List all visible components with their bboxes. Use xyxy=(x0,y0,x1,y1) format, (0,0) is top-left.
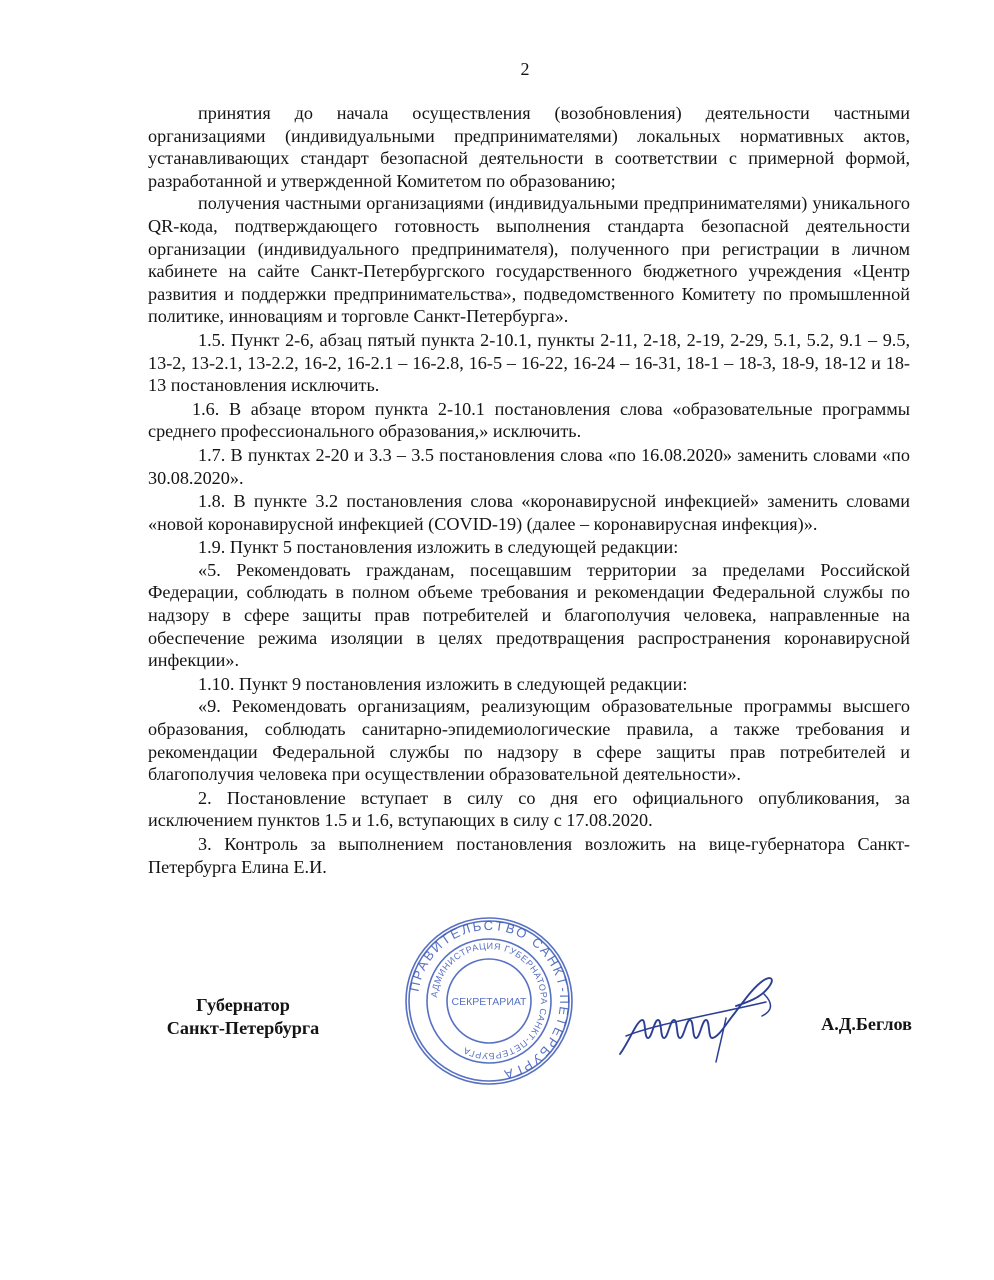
page-number: 2 xyxy=(520,59,530,79)
handwritten-signature xyxy=(616,958,786,1074)
seal-inner-text: АДМИНИСТРАЦИЯ ГУБЕРНАТОРА САНКТ-ПЕТЕРБУРГА xyxy=(429,940,550,1062)
paragraph-1-10: 1.10. Пункт 9 постановления изложить в следующей редакции: xyxy=(198,673,688,694)
signatory-title xyxy=(148,994,338,1039)
seal-center-text: СЕКРЕТАРИАТ xyxy=(451,996,527,1008)
paragraph-1-5: 1.5. Пункт 2-6, абзац пятый пункта 2-10.1, пункты 2-11, 2-18, 2-19, 2-29, 5.1, 5.2, 9.1 – 9.5, 13-2, 13-2.1, 13-2.2, 16-2, 16-2.1 – 16-2.8, 16-5 – 16-22, 16-24 – 16-31, 18-1 – 18-3, 18-9, 18-12 и 18-13 постановления исключить. xyxy=(148,329,910,396)
paragraph-item-9: «9. Рекомендовать организациям, реализующим образовательные программы высшего образования, соблюдать санитарно-эпидемиологические правила, а также требования и рекомендации Федеральной службы по надзору в сфере защиты прав потребителей и благополучия человека при осуществлении образовательной деятельности». xyxy=(148,696,910,785)
paragraph-3: 3. Контроль за выполнением постановления возложить на вице-губернатора Санкт-Петербурга Елина Е.И. xyxy=(148,834,910,877)
document-body xyxy=(148,102,910,878)
signatory-name: А.Д.Беглов xyxy=(821,1014,912,1034)
paragraph-1-8: 1.8. В пункте 3.2 постановления слова «коронавирусной инфекцией» заменить словами «новой коронавирусной инфекцией (COVID-19) (далее – коронавирусная инфекция)». xyxy=(148,491,910,534)
paragraph-1-9: 1.9. Пункт 5 постановления изложить в следующей редакции: xyxy=(198,537,679,558)
seal-outer-text: ПРАВИТЕЛЬСТВО САНКТ-ПЕТЕРБУРГА xyxy=(406,917,573,1083)
paragraph-local-acts: принятия до начала осуществления (возобновления) деятельности частными организациями (индивидуальными предпринимателями) локальных нормативных актов, устанавливающих стандарт безопасной деятельности в соответствии с примерной формой, разработанной и утвержденной Комитетом по образованию; xyxy=(148,103,910,191)
paragraph-1-7: 1.7. В пунктах 2-20 и 3.3 – 3.5 постановления слова «по 16.08.2020» заменить словами «по 30.08.2020». xyxy=(148,444,910,488)
paragraph-qr-code: получения частными организациями (индивидуальными предпринимателями) уникального QR-кода, подтверждающего готовность выполнения стандарта безопасной деятельности организации (индивидуального предпринимателя), полученного при регистрации в личном кабинете на сайте Санкт-Петербургского государственного бюджетного учреждения «Центр развития и поддержки предпринимательства», подведомственного Комитету по промышленной политике, инновациям и торговле Санкт-Петербурга». xyxy=(148,193,910,327)
paragraph-2: 2. Постановление вступает в силу со дня его официального опубликования, за исключением пунктов 1.5 и 1.6, вступающих в силу с 17.08.2020. xyxy=(148,787,910,831)
signatory-title-line1: Губернатор xyxy=(196,995,290,1015)
paragraph-1-6: 1.6. В абзаце втором пункта 2-10.1 постановления слова «образовательные программы среднего профессионального образования,» исключить. xyxy=(148,398,910,442)
official-seal xyxy=(404,916,574,1086)
paragraph-item-5: «5. Рекомендовать гражданам, посещавшим территории за пределами Российской Федерации, соблюдать в полном объеме требования и рекомендации Федеральной службы по надзору в сфере защиты прав потребителей и благополучия человека, направленные на обеспечение режима изоляции в целях предотвращения распространения коронавирусной инфекции». xyxy=(148,559,910,671)
signatory-title-line2: Санкт-Петербурга xyxy=(166,1017,320,1038)
